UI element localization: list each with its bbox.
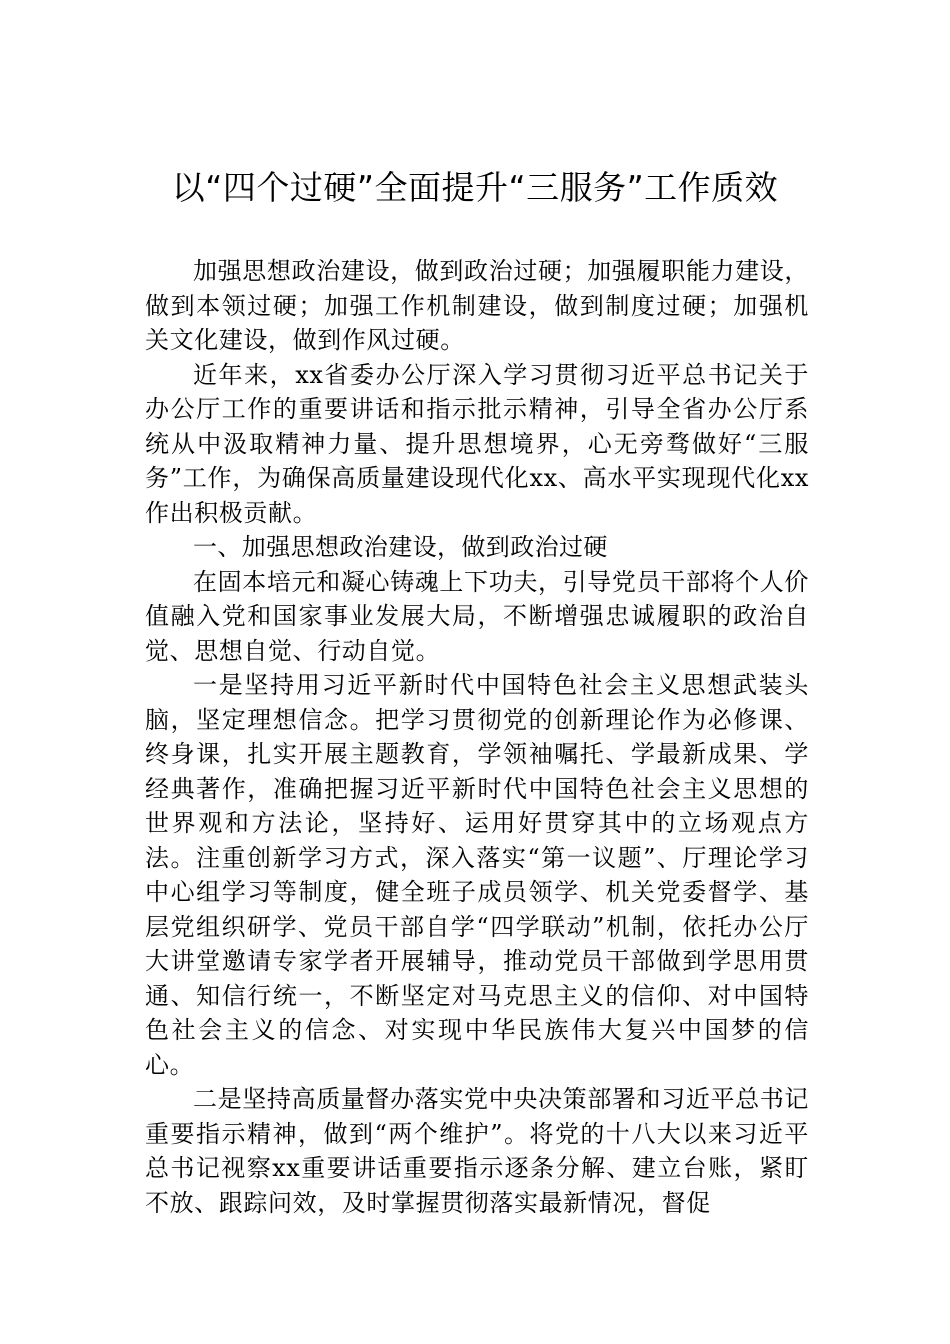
section-heading-1: 一、加强思想政治建设，做到政治过硬: [193, 533, 608, 561]
document-title: 以“四个过硬”全面提升“三服务”工作质效: [171, 168, 779, 207]
paragraph-point-1: 一是坚持用习近平新时代中国特色社会主义思想武装头脑，坚定理想信念。把学习贯彻党的创新理论作为必修课、终身课，扎实开展主题教育，学领袖嘱托、学最新成果、学经典著作，准确把握习近平新时代中国特色社会主义思想的世界观和方法论，坚持好、运用好贯穿其中的立场观点方法。注重创新学习方式，深入落实“第一议题”、厅理论学习中心组学习等制度，健全班子成员领学、机关党委督学、基层党组织研学、党员干部自学“四学联动”机制，依托办公厅大讲堂邀请专家学者开展辅导，推动党员干部做到学思用贯通、知信行统一，不断坚定对马克思主义的信仰、对中国特色社会主义的信念、对实现中华民族伟大复兴中国梦的信心。: [145, 671, 809, 1079]
paragraph-intro: 近年来，xx省委办公厅深入学习贯彻习近平总书记关于办公厅工作的重要讲话和指示批示精神，引导全省办公厅系统从中汲取精神力量、提升思想境界，心无旁骛做好“三服务”工作，为确保高质量建设现代化xx、高水平实现现代化xx作出积极贡献。: [145, 360, 809, 527]
paragraph-point-2: 二是坚持高质量督办落实党中央决策部署和习近平总书记重要指示精神，做到“两个维护”。将党的十八大以来习近平总书记视察xx重要讲话重要指示逐条分解、建立台账，紧盯不放、跟踪问效，及时掌握贯彻落实最新情况，督促: [145, 1085, 809, 1217]
paragraph-summary: 加强思想政治建设，做到政治过硬；加强履职能力建设，做到本领过硬；加强工作机制建设，做到制度过硬；加强机关文化建设，做到作风过硬。: [145, 257, 809, 354]
paragraph-section-1-lead: 在固本培元和凝心铸魂上下功夫，引导党员干部将个人价值融入党和国家事业发展大局，不断增强忠诚履职的政治自觉、思想自觉、行动自觉。: [145, 567, 809, 665]
document-body: [145, 254, 809, 1220]
